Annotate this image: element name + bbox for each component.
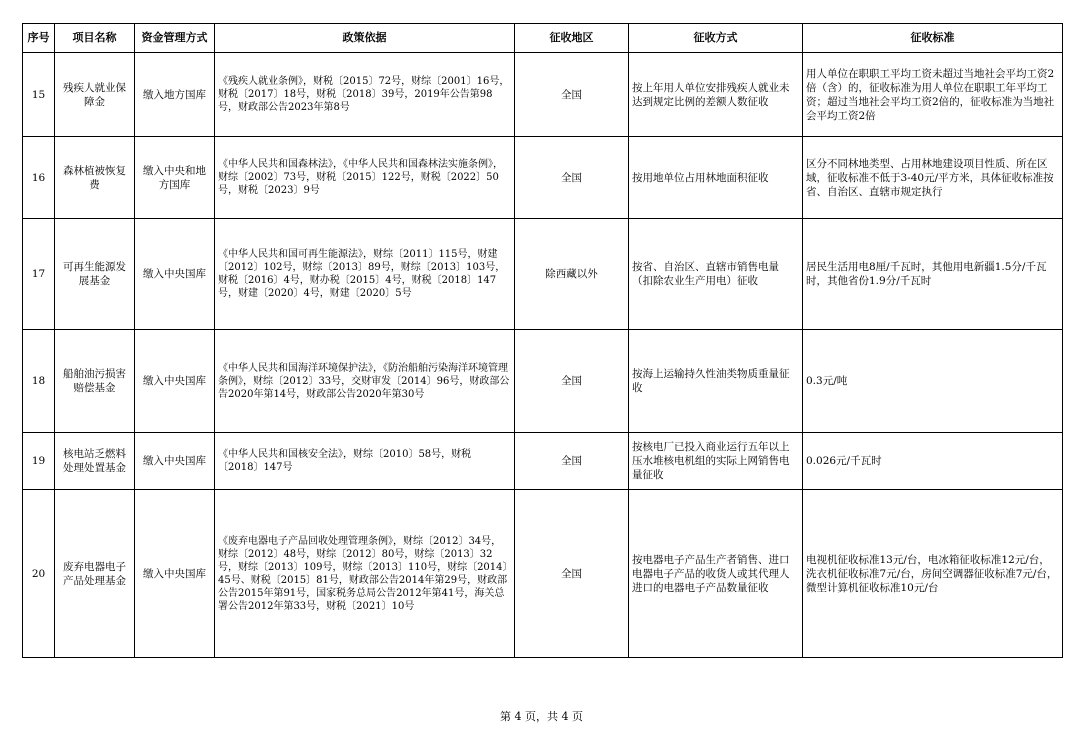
fund-management: 缴入中央国库 (135, 490, 215, 658)
page-footer (0, 708, 1083, 724)
levy-region: 全国 (515, 330, 629, 433)
header-method: 征收方式 (629, 24, 803, 53)
table-row (23, 137, 1063, 219)
page-suffix: 页 (572, 710, 583, 723)
page-prefix: 第 (500, 710, 511, 723)
policy-basis: 《中华人民共和国可再生能源法》，财综〔2011〕115号，财建〔2012〕102号，财综〔2013〕89号，财综〔2013〕103号，财税〔2016〕4号，财办税〔2015〕4号，财税〔2018〕147号，财建〔2020〕4号，财建〔2020〕5号 (215, 219, 515, 330)
row-number: 16 (23, 137, 55, 219)
fund-management: 缴入中央国库 (135, 330, 215, 433)
row-number: 18 (23, 330, 55, 433)
levy-method: 按省、自治区、直辖市销售电量（扣除农业生产用电）征收 (629, 219, 803, 330)
header-name: 项目名称 (55, 24, 135, 53)
policy-basis: 《残疾人就业条例》，财税〔2015〕72号，财综〔2001〕16号，财税〔2017〕18号，财税〔2018〕39号，2019年公告第98号，财政部公告2023年第8号 (215, 53, 515, 137)
header-policy: 政策依据 (215, 24, 515, 53)
row-number: 17 (23, 219, 55, 330)
table-row (23, 219, 1063, 330)
table-row (23, 433, 1063, 490)
levy-region: 全国 (515, 490, 629, 658)
levy-standard: 0.3元/吨 (803, 330, 1063, 433)
project-name: 森林植被恢复费 (55, 137, 135, 219)
page-mid: 页，共 (525, 710, 558, 723)
policy-basis: 《废弃电器电子产品回收处理管理条例》，财综〔2012〕34号，财综〔2012〕48号，财综〔2012〕80号，财综〔2013〕32号，财综〔2013〕109号，财综〔2013〕110号，财综〔2014〕45号、财税〔2015〕81号，财政部公告2014年第29号，财政部公告2015年第91号，国家税务总局公告2012年第41号，海关总署公告2012年第33号，财税〔2021〕10号 (215, 490, 515, 658)
levy-standard: 用人单位在职职工平均工资未超过当地社会平均工资2倍（含）的，征收标准为用人单位在职职工年平均工资；超过当地社会平均工资2倍的，征收标准为当地社会平均工资2倍 (803, 53, 1063, 137)
levy-region: 除西藏以外 (515, 219, 629, 330)
policy-basis: 《中华人民共和国核安全法》，财综〔2010〕58号，财税〔2018〕147号 (215, 433, 515, 490)
row-number: 19 (23, 433, 55, 490)
levy-region: 全国 (515, 433, 629, 490)
page-total: 4 (561, 710, 569, 723)
project-name: 废弃电器电子产品处理基金 (55, 490, 135, 658)
header-fund: 资金管理方式 (135, 24, 215, 53)
fund-management: 缴入中央国库 (135, 433, 215, 490)
levy-method: 按用地单位占用林地面积征收 (629, 137, 803, 219)
project-name: 残疾人就业保障金 (55, 53, 135, 137)
levy-region: 全国 (515, 53, 629, 137)
levy-method: 按核电厂已投入商业运行五年以上压水堆核电机组的实际上网销售电量征收 (629, 433, 803, 490)
levy-region: 全国 (515, 137, 629, 219)
fund-management: 缴入中央国库 (135, 219, 215, 330)
fund-management: 缴入中央和地方国库 (135, 137, 215, 219)
levy-standard: 区分不同林地类型、占用林地建设项目性质、所在区域，征收标准不低于3-40元/平方米，具体征收标准按省、自治区、直辖市规定执行 (803, 137, 1063, 219)
project-name: 可再生能源发展基金 (55, 219, 135, 330)
row-number: 20 (23, 490, 55, 658)
levy-method: 按海上运输持久性油类物质重量征收 (629, 330, 803, 433)
row-number: 15 (23, 53, 55, 137)
fee-table (22, 23, 1063, 658)
policy-basis: 《中华人民共和国海洋环境保护法》，《防治船舶污染海洋环境管理条例》，财综〔2012〕33号，交财审发〔2014〕96号，财政部公告2020年第14号，财政部公告2020年第30号 (215, 330, 515, 433)
levy-method: 按电器电子产品生产者销售、进口电器电子产品的收货人或其代理人进口的电器电子产品数量征收 (629, 490, 803, 658)
policy-basis: 《中华人民共和国森林法》，《中华人民共和国森林法实施条例》，财综〔2002〕73号，财税〔2015〕122号，财税〔2022〕50号，财税〔2023〕9号 (215, 137, 515, 219)
levy-standard: 电视机征收标准13元/台，电冰箱征收标准12元/台，洗衣机征收标准7元/台，房间空调器征收标准7元/台，微型计算机征收标准10元/台 (803, 490, 1063, 658)
fund-management: 缴入地方国库 (135, 53, 215, 137)
table-row (23, 490, 1063, 658)
header-region: 征收地区 (515, 24, 629, 53)
project-name: 核电站乏燃料处理处置基金 (55, 433, 135, 490)
page-current: 4 (514, 710, 522, 723)
project-name: 船舶油污损害赔偿基金 (55, 330, 135, 433)
header-standard: 征收标准 (803, 24, 1063, 53)
header-no: 序号 (23, 24, 55, 53)
levy-standard: 居民生活用电8厘/千瓦时，其他用电新疆1.5分/千瓦时，其他省份1.9分/千瓦时 (803, 219, 1063, 330)
header-row (23, 24, 1063, 53)
levy-standard: 0.026元/千瓦时 (803, 433, 1063, 490)
table-row (23, 53, 1063, 137)
table-row (23, 330, 1063, 433)
levy-method: 按上年用人单位安排残疾人就业未达到规定比例的差额人数征收 (629, 53, 803, 137)
